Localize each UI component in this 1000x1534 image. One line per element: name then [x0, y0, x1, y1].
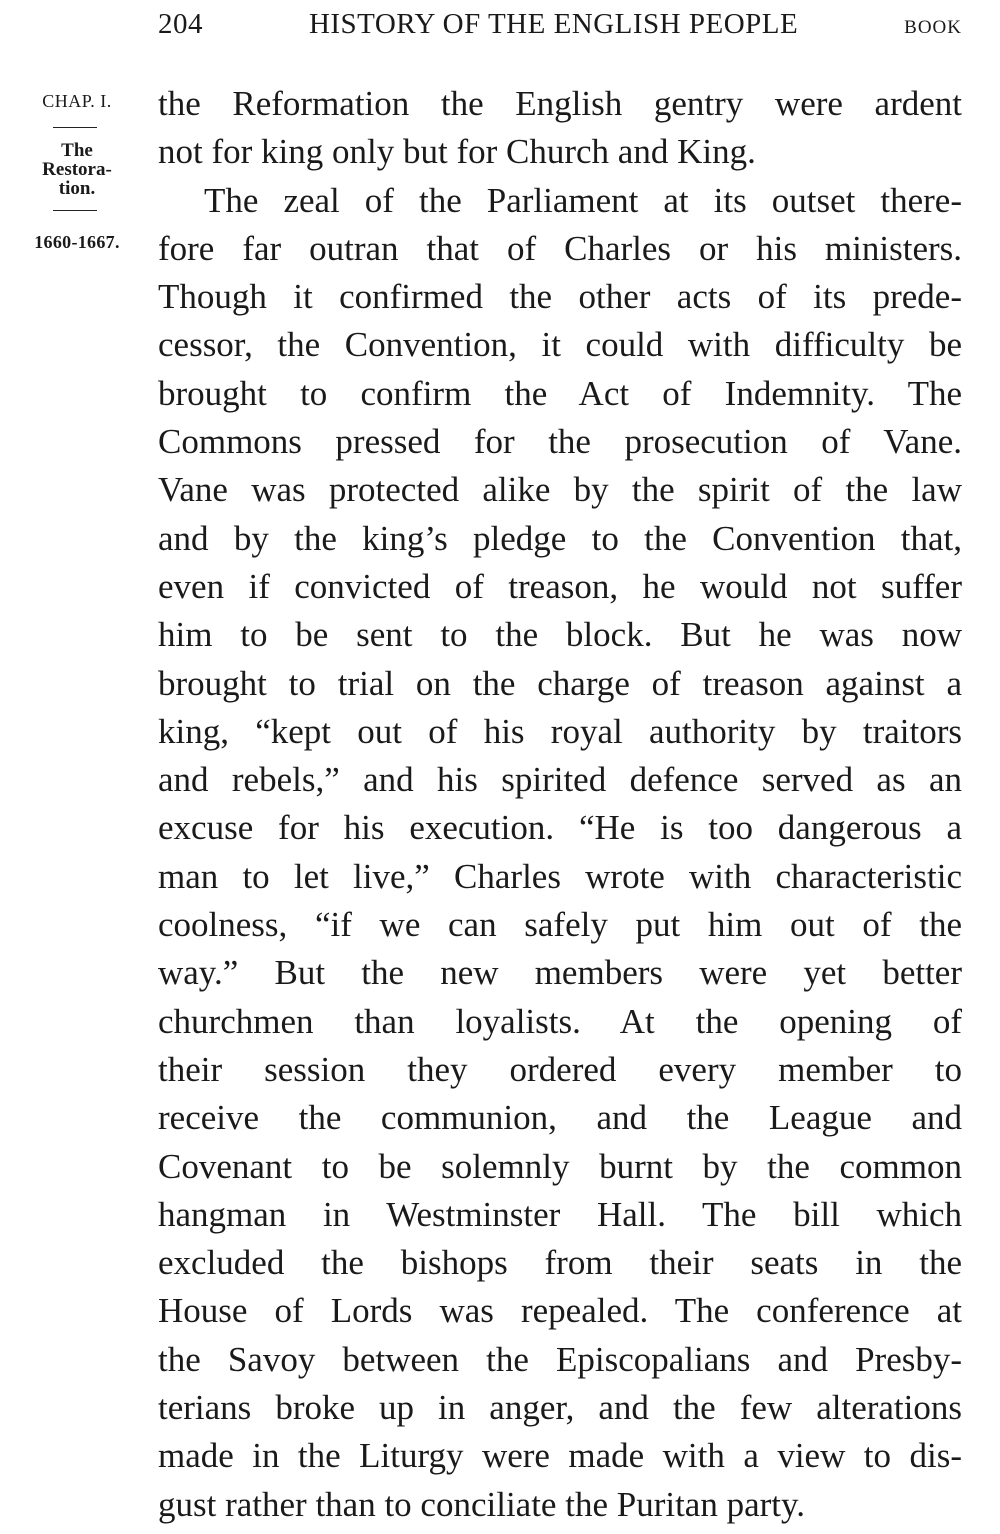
body-text: [158, 80, 962, 1529]
book-label: BOOK: [904, 17, 962, 38]
text-line: coolness, “if we can safely put him out of the: [158, 905, 962, 945]
text-line: way.” But the new members were yet better: [158, 953, 962, 993]
chapter-sidenote: CHAP. I.: [42, 91, 112, 111]
text-line: brought to trial on the charge of treason against a: [158, 663, 962, 703]
text-line: excuse for his execution. “He is too dangerous a: [158, 808, 962, 848]
text-line: not for king only but for Church and King.: [158, 132, 756, 172]
text-line: gust rather than to conciliate the Puritan party.: [158, 1484, 805, 1524]
text-line: brought to confirm the Act of Indemnity. The: [158, 373, 962, 413]
text-line: him to be sent to the block. But he was now: [158, 615, 962, 655]
text-line: cessor, the Convention, it could with difficulty be: [158, 325, 962, 365]
text-line: churchmen than loyalists. At the opening of: [158, 1001, 962, 1041]
text-line: Covenant to be solemnly burnt by the common: [158, 1146, 962, 1186]
section-sidenote-line: tion.: [58, 178, 96, 199]
text-line: the Savoy between the Episcopalians and Presby-: [158, 1339, 962, 1379]
text-line: and by the king’s pledge to the Convention that,: [158, 518, 962, 558]
text-line: receive the communion, and the League and: [158, 1098, 962, 1138]
running-head: [158, 8, 962, 44]
book-title: HISTORY OF THE ENGLISH PEOPLE: [308, 8, 799, 40]
text-line: Vane was protected alike by the spirit of the law: [158, 470, 962, 510]
text-line: Commons pressed for the prosecution of Vane.: [158, 422, 962, 462]
text-line: excluded the bishops from their seats in the: [158, 1243, 962, 1283]
section-sidenote-line: Restora-: [42, 159, 112, 180]
text-line: the Reformation the English gentry were ardent: [158, 84, 962, 123]
text-line: their session they ordered every member to: [158, 1049, 962, 1089]
text-line: and rebels,” and his spirited defence served as an: [158, 760, 962, 800]
text-line: House of Lords was repealed. The conference at: [158, 1291, 962, 1331]
text-line: The zeal of the Parliament at its outset there-: [204, 180, 962, 220]
text-line: made in the Liturgy were made with a view to dis-: [158, 1436, 962, 1476]
text-line: even if convicted of treason, he would not suffer: [158, 566, 962, 606]
page-number: 204: [158, 8, 203, 40]
sidenote-divider: [53, 127, 97, 128]
text-line: hangman in Westminster Hall. The bill which: [158, 1194, 962, 1234]
text-line: Though it confirmed the other acts of its prede-: [158, 277, 962, 317]
text-line: terians broke up in anger, and the few alterations: [158, 1388, 962, 1428]
text-line: man to let live,” Charles wrote with characteristic: [158, 856, 962, 896]
section-sidenote-line: The: [61, 140, 93, 161]
sidenote-divider: [53, 210, 97, 211]
date-sidenote: 1660-1667.: [34, 232, 120, 252]
text-line: fore far outran that of Charles or his ministers.: [158, 228, 962, 268]
section-sidenote: [12, 141, 142, 198]
text-line: king, “kept out of his royal authority by traitors: [158, 711, 962, 751]
